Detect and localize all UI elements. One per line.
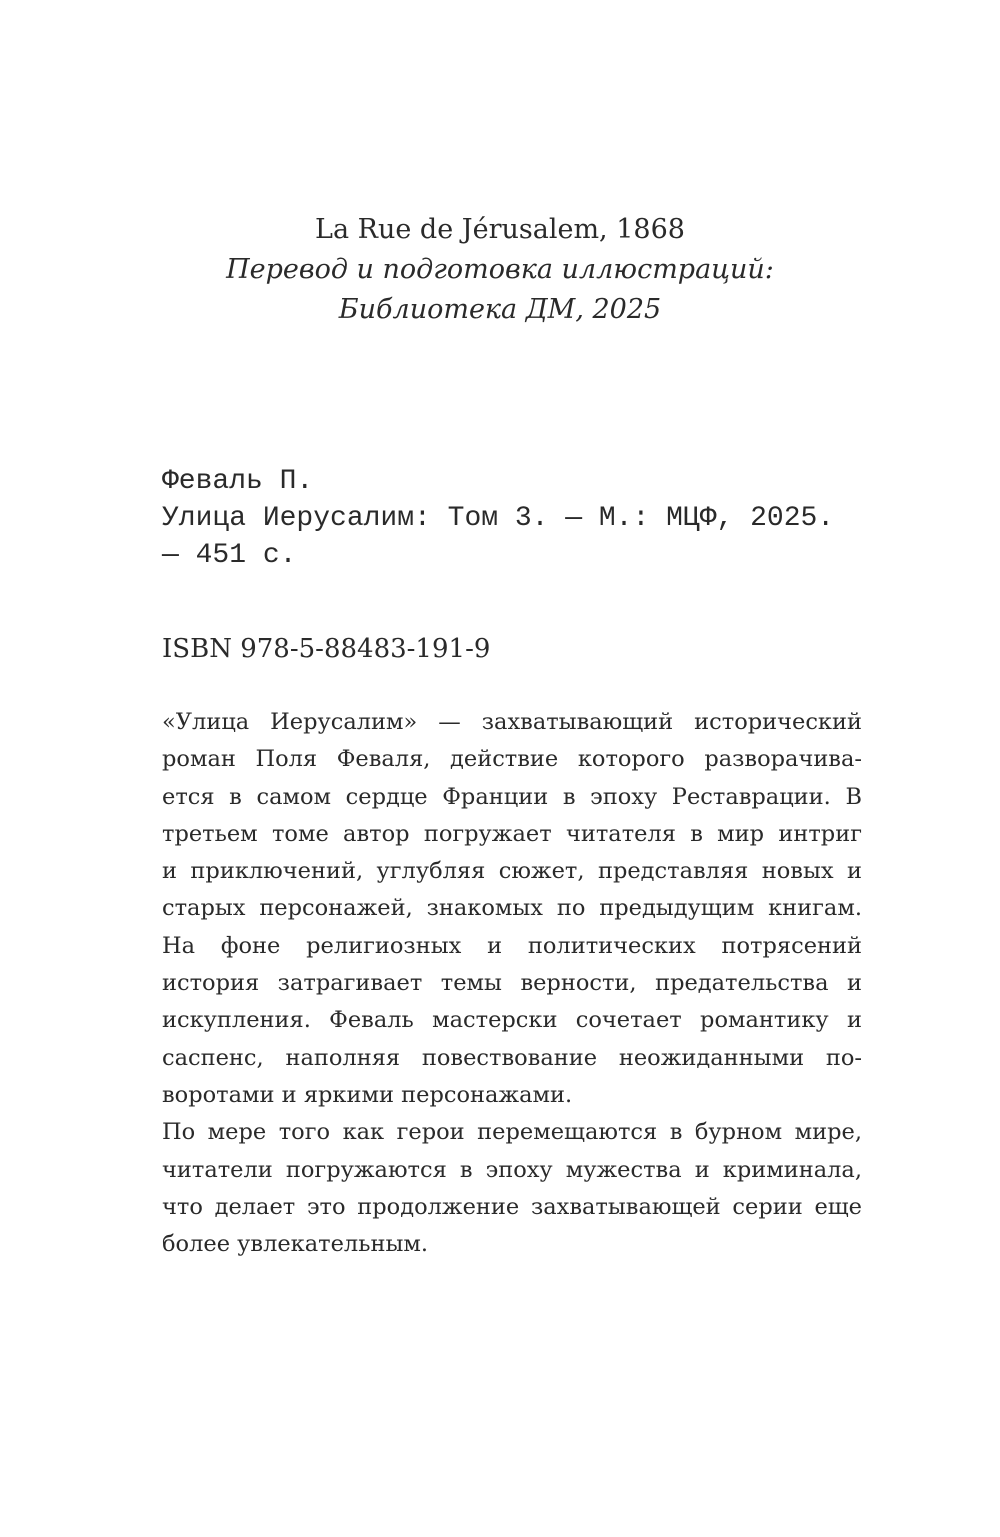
- annotation-line: ется в самом сердце Франции в эпоху Реставрации. В: [162, 783, 862, 810]
- catalog-pages: — 451 с.: [162, 540, 297, 571]
- annotation-line: По мере того как герои перемещаются в бурном мире,: [162, 1119, 862, 1146]
- annotation-line: третьем томе автор погружает читателя в мир интриг: [162, 820, 862, 847]
- catalog-author: Феваль П.: [162, 466, 314, 497]
- annotation-line: «Улица Иерусалим» — захватывающий исторический: [162, 709, 862, 735]
- annotation-line: читатели погружаются в эпоху мужества и криминала,: [162, 1156, 862, 1183]
- annotation-line: старых персонажей, знакомых по предыдущим книгам.: [162, 895, 862, 922]
- annotation-line: роман Поля Феваля, действие которого разворачива-: [162, 746, 862, 773]
- edition-info: [0, 210, 1000, 330]
- annotation: [162, 704, 862, 1263]
- annotation-line: На фоне религиозных и политических потрясений: [162, 932, 862, 959]
- translation-credit-line-1: Перевод и подготовка иллюстраций:: [226, 254, 774, 285]
- annotation-line: история затрагивает темы верности, предательства и: [162, 970, 862, 997]
- annotation-line: искупления. Феваль мастерски сочетает романтику и: [162, 1007, 862, 1034]
- annotation-line: и приключений, углубляя сюжет, представляя новых и: [162, 858, 862, 885]
- translation-credit-line-2: Библиотека ДМ, 2025: [338, 294, 662, 325]
- annotation-line: саспенс, наполняя повествование неожиданными по-: [162, 1044, 862, 1071]
- annotation-line: воротами и яркими персонажами.: [162, 1081, 573, 1108]
- catalog-title-line: Улица Иерусалим: Том 3. — М.: МЦФ, 2025.: [162, 503, 835, 534]
- catalog-entry: [162, 463, 862, 574]
- isbn: ISBN 978-5-88483-191-9: [162, 634, 491, 664]
- annotation-line: что делает это продолжение захватывающей серии еще: [162, 1193, 862, 1220]
- annotation-line: более увлекательным.: [162, 1231, 429, 1258]
- original-title: La Rue de Jérusalem, 1868: [315, 214, 685, 245]
